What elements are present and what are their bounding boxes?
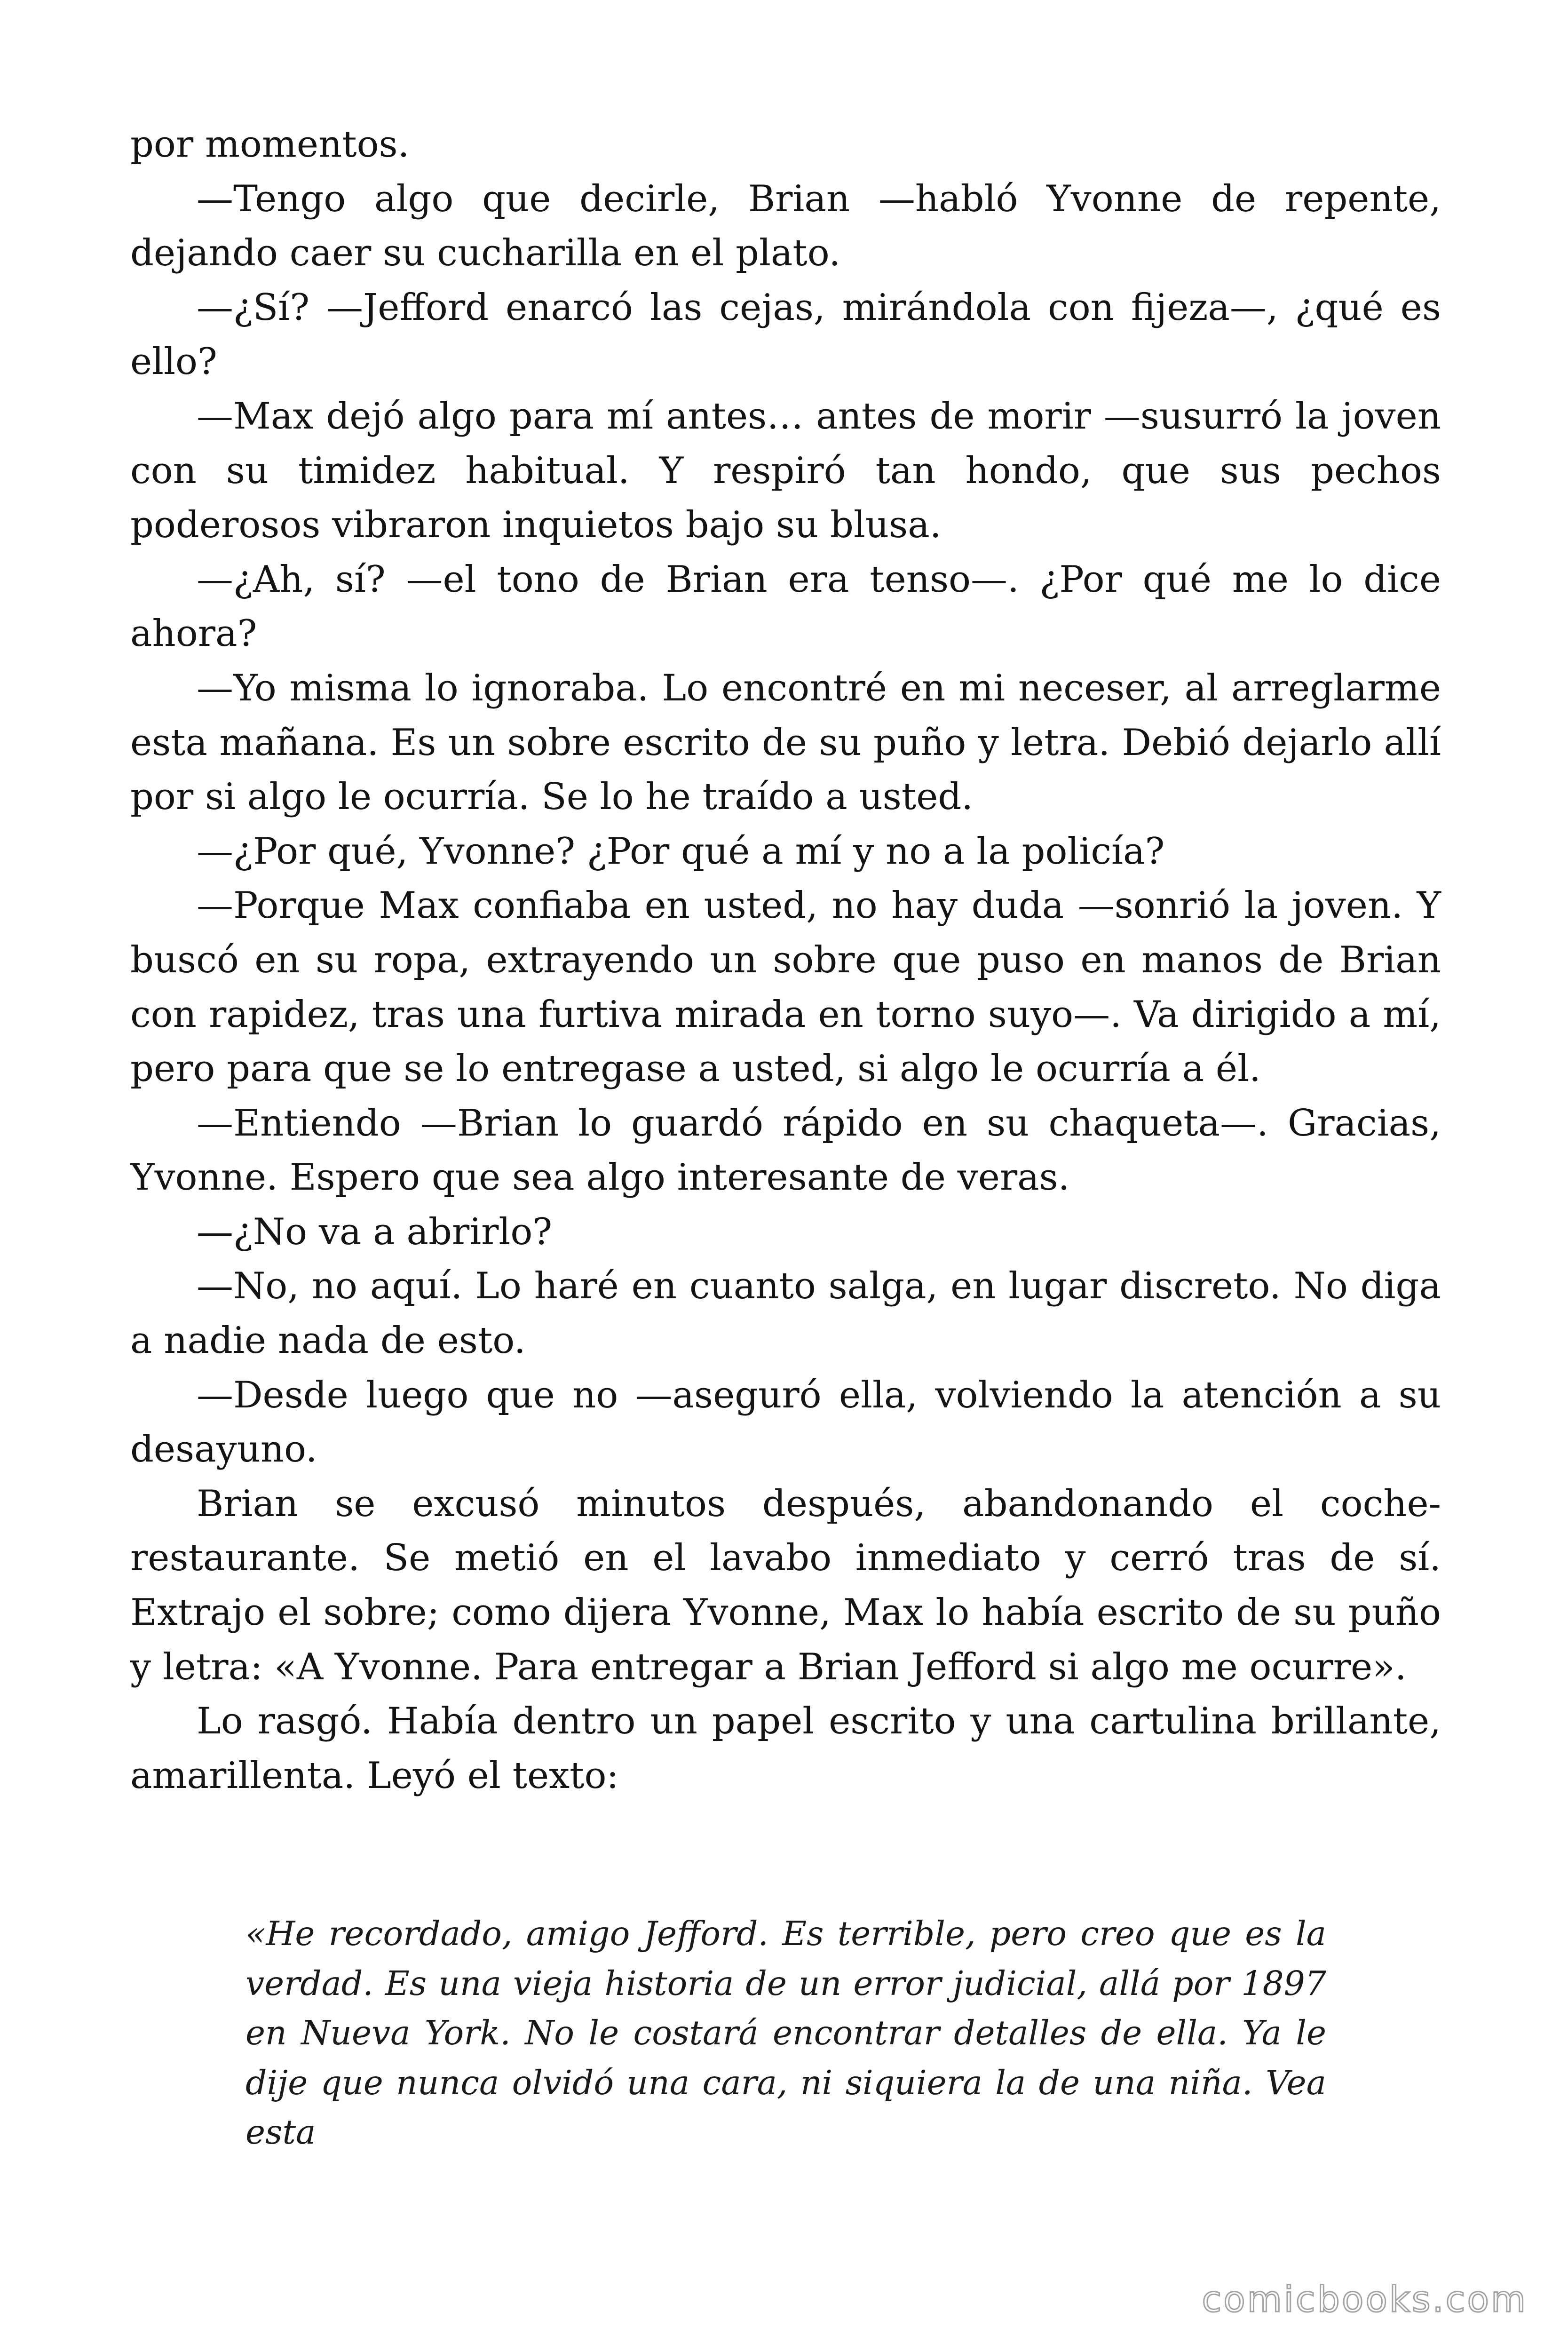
paragraph: por momentos. — [130, 123, 410, 166]
paragraph: —Entiendo —Brian lo guardó rápido en su chaqueta—. Gracias, Yvonne. Espero que sea algo interesante de veras. — [130, 1102, 1441, 1199]
paragraph: Lo rasgó. Había dentro un papel escrito y una cartulina brillante, amarillenta. Leyó el texto: — [130, 1700, 1441, 1797]
paragraph: —No, no aquí. Lo haré en cuanto salga, en lugar discreto. No diga a nadie nada de esto. — [130, 1265, 1441, 1362]
quoted-letter — [245, 1909, 1326, 2157]
paragraph: —¿Sí? —Jefford enarcó las cejas, mirándola con fijeza—, ¿qué es ello? — [130, 286, 1441, 383]
paragraph: —Max dejó algo para mí antes… antes de morir —susurró la joven con su timidez habitual. Y respiró tan hondo, que sus pechos poderosos vibraron inquietos bajo su blusa. — [130, 395, 1441, 547]
paragraph: —Tengo algo que decirle, Brian —habló Yvonne de repente, dejando caer su cucharilla en el plato. — [130, 177, 1441, 275]
watermark: comicbooks.com — [1202, 2278, 1528, 2320]
paragraph: Brian se excusó minutos después, abandonando el coche-restaurante. Se metió en el lavabo inmediato y cerró tras de sí. Extrajo el sobre; como dijera Yvonne, Max lo había escrito de su puño y letra: «A Yvonne. Para entregar a Brian Jefford si algo me ocurre». — [130, 1482, 1441, 1688]
paragraph: —Desde luego que no —aseguró ella, volviendo la atención a su desayuno. — [130, 1374, 1441, 1471]
body-text — [130, 118, 1441, 1803]
paragraph: —Yo misma lo ignoraba. Lo encontré en mi neceser, al arreglarme esta mañana. Es un sobre escrito de su puño y letra. Debió dejarlo allí por si algo le ocurría. Se lo he traído a usted. — [130, 667, 1441, 818]
paragraph: —¿No va a abrirlo? — [197, 1210, 553, 1253]
letter-paragraph: «He recordado, amigo Jefford. Es terrible, pero creo que es la verdad. Es una vieja historia de un error judicial, allá por 1897 en Nueva York. No le costará encontrar detalles de ella. Ya le dije que nunca olvidó una cara, ni siquiera la de una niña. Vea esta — [245, 1914, 1326, 2152]
paragraph: —¿Por qué, Yvonne? ¿Por qué a mí y no a la policía? — [197, 830, 1165, 873]
paragraph: —¿Ah, sí? —el tono de Brian era tenso—. ¿Por qué me lo dice ahora? — [130, 558, 1441, 655]
paragraph: —Porque Max confiaba en usted, no hay duda —sonrió la joven. Y buscó en su ropa, extrayendo un sobre que puso en manos de Brian con rapidez, tras una furtiva mirada en torno suyo—. Va dirigido a mí, pero para que se lo entregase a usted, si algo le ocurría a él. — [130, 884, 1441, 1090]
